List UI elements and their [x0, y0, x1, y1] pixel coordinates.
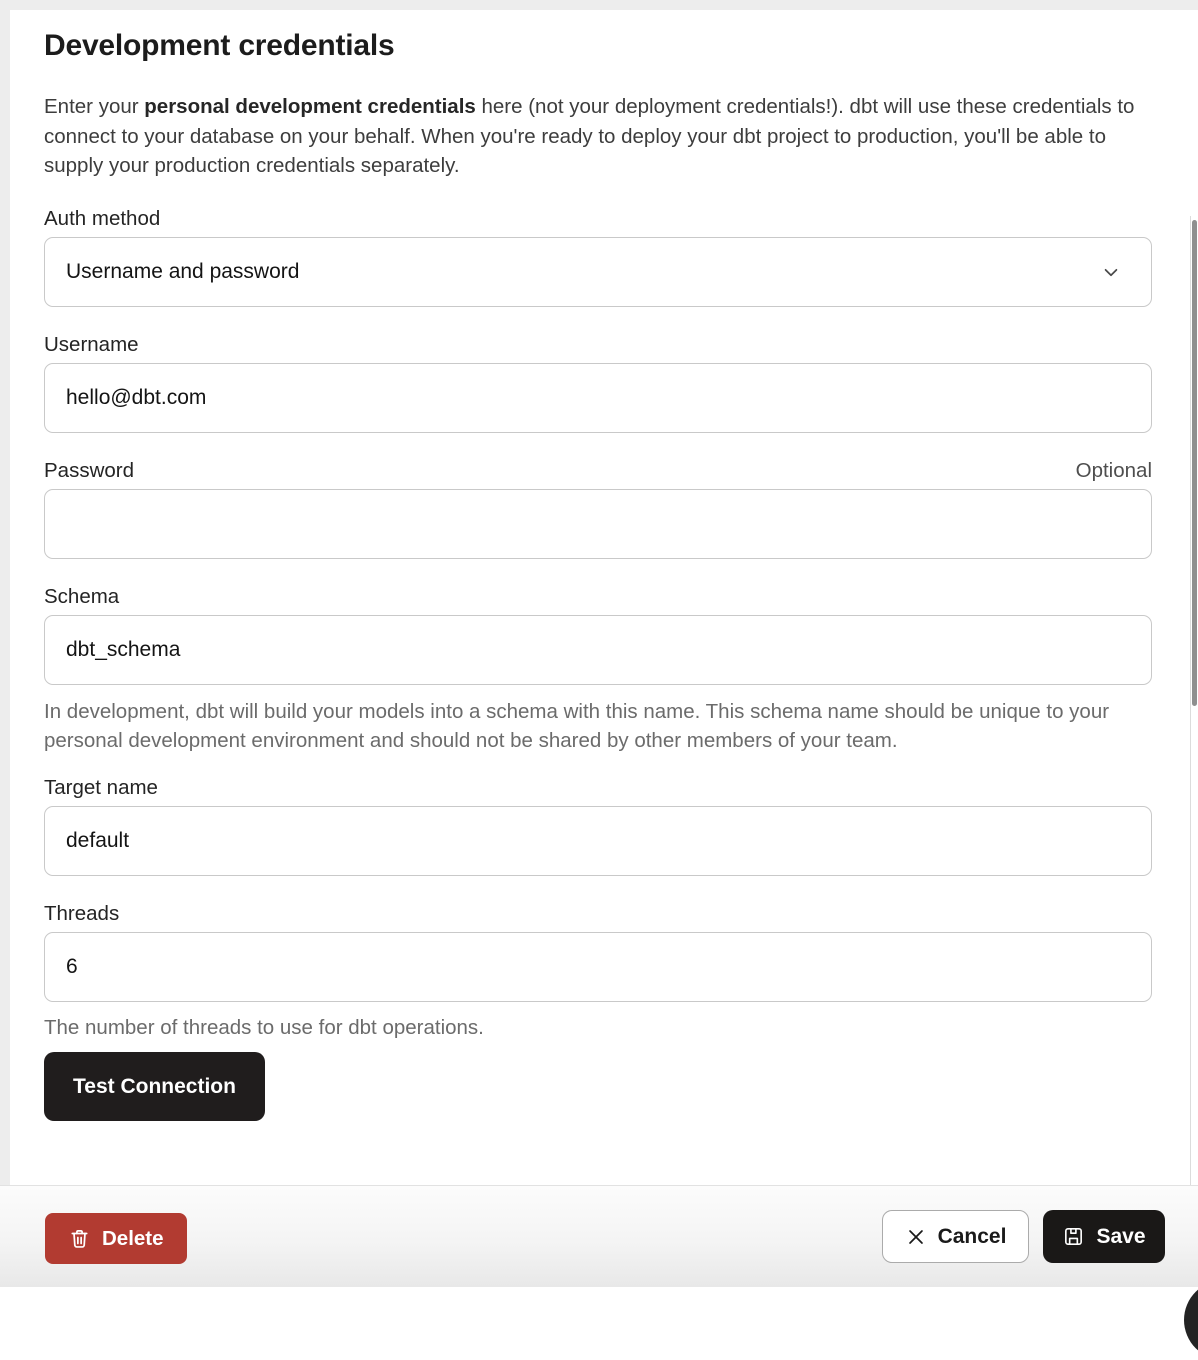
- delete-button-label: Delete: [102, 1226, 164, 1250]
- close-icon: [905, 1226, 927, 1248]
- target-name-input[interactable]: [44, 806, 1152, 876]
- intro-suffix: here (not your deployment credentials!). dbt will use these credentials to connect to your database on your behalf. When you're ready to deploy your dbt project to production, you'll be able to supply your production credentials separately.: [44, 95, 1135, 177]
- auth-method-label: Auth method: [44, 206, 161, 230]
- password-field: [44, 459, 1152, 559]
- scrollbar-track: [1190, 216, 1191, 1185]
- trash-icon: [68, 1227, 91, 1250]
- page-background-left: [0, 10, 10, 1185]
- cancel-button-label: Cancel: [937, 1224, 1007, 1248]
- password-optional-hint: Optional: [1075, 458, 1152, 482]
- intro-text: [44, 92, 1152, 181]
- schema-field: [44, 585, 1152, 756]
- footer-action-bar: [0, 1185, 1198, 1287]
- page-background-top: [0, 0, 1198, 10]
- test-connection-button[interactable]: Test Connection: [44, 1052, 265, 1121]
- intro-bold: personal development credentials: [144, 95, 476, 118]
- auth-method-select[interactable]: [44, 237, 1152, 307]
- development-credentials-panel: [10, 10, 1198, 1185]
- intro-prefix: Enter your: [44, 95, 145, 118]
- schema-help-text: In development, dbt will build your models into a schema with this name. This schema name should be unique to your personal development environment and should not be shared by other members of your team.: [44, 699, 1110, 752]
- target-name-field: [44, 776, 1152, 876]
- password-label: Password: [44, 458, 135, 482]
- save-button-label: Save: [1096, 1224, 1146, 1248]
- save-button[interactable]: [1043, 1210, 1165, 1263]
- scrollbar-thumb[interactable]: [1192, 220, 1197, 706]
- save-icon: [1062, 1225, 1085, 1248]
- auth-method-field: [44, 207, 1152, 307]
- cancel-button[interactable]: [882, 1210, 1029, 1263]
- schema-label: Schema: [44, 584, 120, 608]
- threads-field: [44, 902, 1152, 1043]
- threads-input[interactable]: [44, 932, 1152, 1002]
- threads-help-text: The number of threads to use for dbt operations.: [44, 1015, 484, 1039]
- password-input[interactable]: [44, 489, 1152, 559]
- threads-label: Threads: [44, 901, 120, 925]
- auth-method-selected-value: Username and password: [66, 259, 300, 283]
- username-label: Username: [44, 332, 139, 356]
- username-field: [44, 333, 1152, 433]
- delete-button[interactable]: [45, 1213, 187, 1264]
- chevron-down-icon: [1098, 259, 1124, 285]
- schema-input[interactable]: [44, 615, 1152, 685]
- page-title: Development credentials: [44, 29, 395, 62]
- target-name-label: Target name: [44, 775, 158, 799]
- help-widget-button[interactable]: [1184, 1280, 1198, 1360]
- username-input[interactable]: [44, 363, 1152, 433]
